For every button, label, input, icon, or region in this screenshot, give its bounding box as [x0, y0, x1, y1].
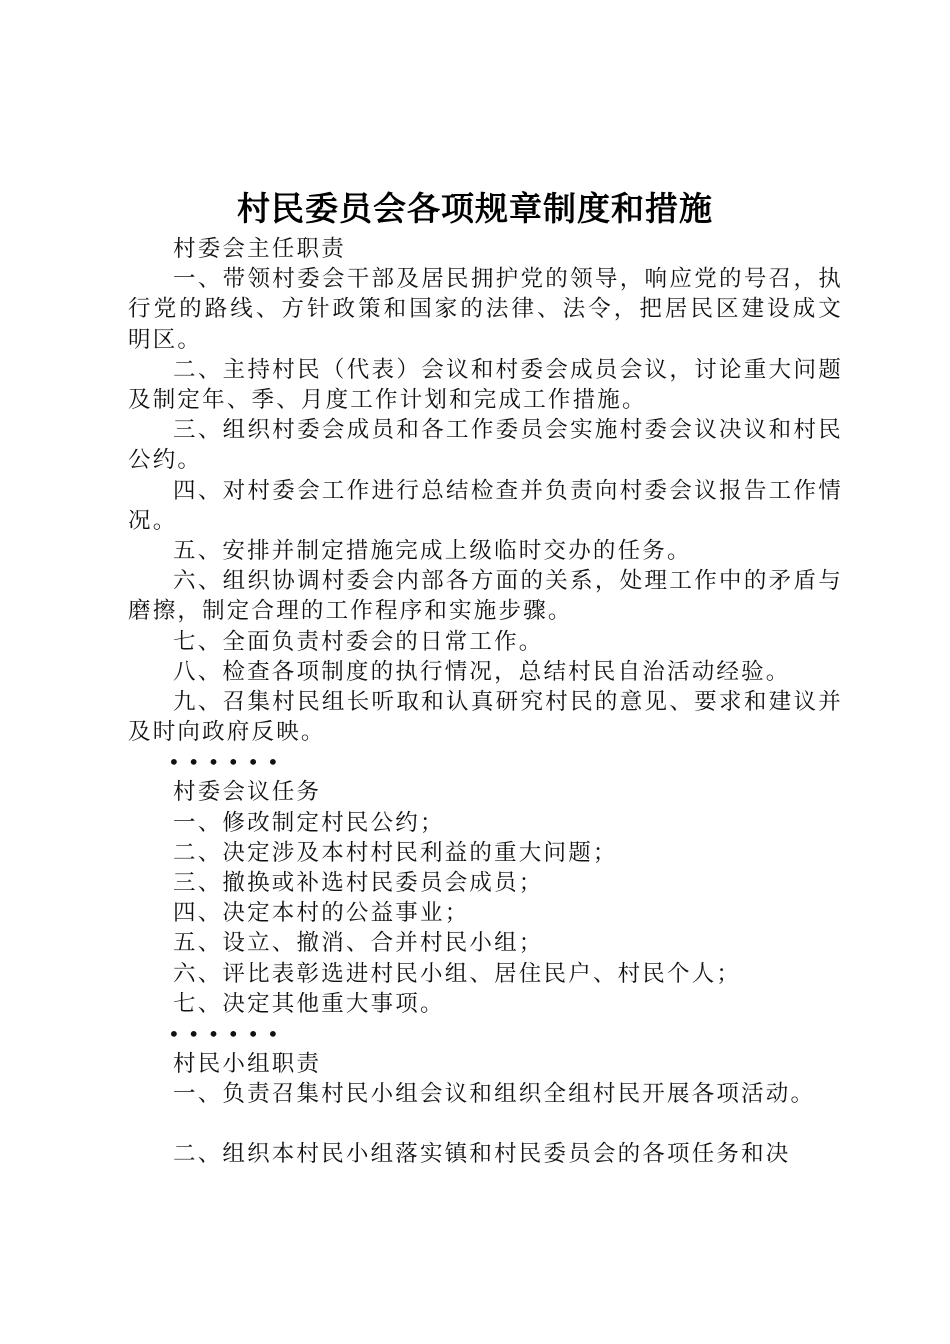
list-item: 二、决定涉及本村村民利益的重大问题； [173, 839, 618, 866]
section-heading: 村委会议任务 [173, 779, 322, 806]
list-item: 六、评比表彰选进村民小组、居住民户、村民个人； [173, 960, 742, 987]
section-heading: 村委会主任职责 [173, 236, 346, 262]
paragraph: 七、全面负责村委会的日常工作。 [173, 628, 544, 655]
paragraph: 二、主持村民（代表）会议和村委会成员会议，讨论重大问题及制定年、季、月度工作计划和完成工作措施。 [128, 356, 843, 414]
paragraph: 三、组织村委会成员和各工作委员会实施村委会议决议和村民公约。 [128, 417, 843, 474]
list-item: 一、修改制定村民公约； [173, 809, 445, 836]
paragraph: 四、对村委会工作进行总结检查并负责向村委会议报告工作情况。 [128, 477, 843, 534]
paragraph: 一、负责召集村民小组会议和组织全组村民开展各项活动。 [173, 1081, 816, 1108]
list-item: 四、决定本村的公益事业； [173, 900, 470, 927]
paragraph: 五、安排并制定措施完成上级临时交办的任务。 [173, 538, 692, 565]
list-item: 三、撤换或补选村民委员会成员； [173, 870, 544, 897]
paragraph: 六、组织协调村委会内部各方面的关系，处理工作中的矛盾与磨擦，制定合理的工作程序和实施步骤。 [128, 568, 843, 625]
document-body [128, 234, 843, 1170]
paragraph: 九、召集村民组长听取和认真研究村民的意见、要求和建议并及时向政府反映。 [128, 689, 843, 746]
list-item: 七、决定其他重大事项。 [173, 990, 445, 1017]
ellipsis-separator: •••••• [168, 1022, 287, 1047]
paragraph: 二、组织本村民小组落实镇和村民委员会的各项任务和决 [173, 1141, 791, 1168]
list-item: 五、设立、撤消、合并村民小组； [173, 930, 544, 957]
paragraph: 八、检查各项制度的执行情况，总结村民自治活动经验。 [173, 658, 791, 685]
ellipsis-separator: •••••• [168, 750, 287, 775]
paragraph: 一、带领村委会干部及居民拥护党的领导，响应党的号召，执行党的路线、方针政策和国家的法律、法令，把居民区建设成文明区。 [128, 266, 843, 353]
section-heading: 村民小组职责 [173, 1051, 322, 1078]
document-title: 村民委员会各项规章制度和措施 [237, 189, 713, 228]
